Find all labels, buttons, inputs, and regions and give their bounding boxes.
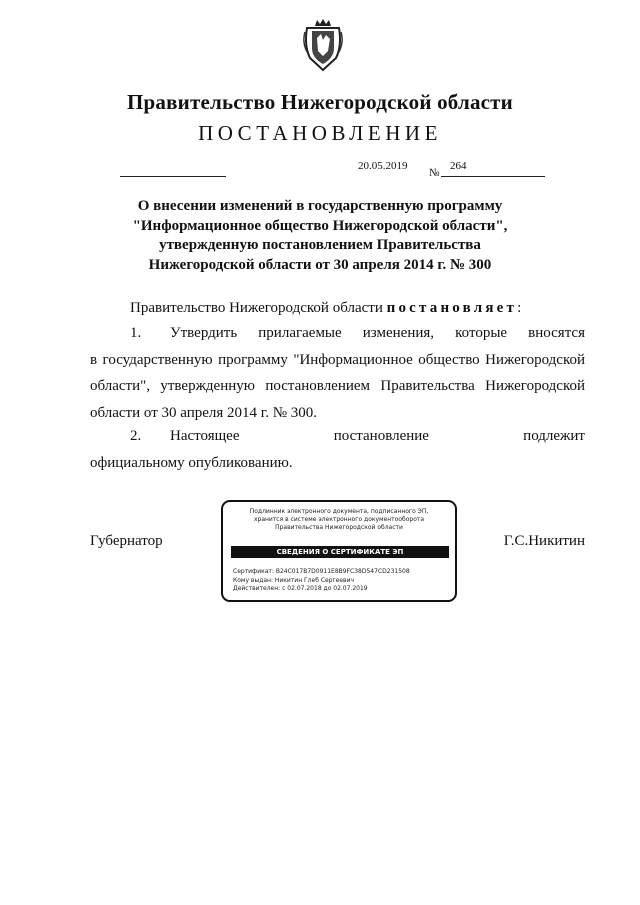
document-number: 264 [450, 160, 467, 172]
subject-line: Нижегородской области от 30 апреля 2014 г. № 300 [148, 256, 492, 273]
stamp-note-line: Подлинник электронного документа, подписанного ЭП, [249, 508, 429, 515]
number-underline [441, 176, 545, 177]
signer-name: Г.С.Никитин [503, 533, 585, 549]
preamble-end: : [517, 300, 522, 316]
certificate-serial: Сертификат: B24C017B7D0911E8B9FC38D547CD231508 [233, 568, 410, 575]
stamp-note [223, 508, 455, 532]
stamp-note-line: Правительства Нижегородской области [275, 524, 403, 531]
document-date: 20.05.2019 [358, 160, 408, 172]
item-lead-text: Настоящее постановление подлежит официальному [90, 428, 585, 471]
document-type: ПОСТАНОВЛЕНИЕ [198, 121, 442, 145]
certificate-validity: Действителен: с 02.07.2018 до 02.07.2019 [233, 585, 368, 592]
date-underline [120, 176, 226, 177]
document-subject [130, 197, 510, 275]
item-number: 1. [130, 325, 142, 341]
paragraph-item-2 [90, 423, 585, 476]
preamble-verb: постановляет [386, 300, 518, 316]
subject-line: утвержденную постановлением Правительства [159, 237, 481, 253]
item-lead-text: Утвердить прилагаемые изменения, которые вносятся в [90, 325, 585, 368]
number-sign: № [429, 167, 440, 179]
coat-of-arms-emblem [302, 18, 344, 72]
subject-line: О внесении изменений в государственную программу [137, 198, 503, 214]
signer-role: Губернатор [90, 533, 163, 549]
certificate-details [233, 568, 410, 594]
paragraph-item-1 [90, 320, 585, 426]
preamble [130, 300, 521, 317]
stamp-note-line: хранится в системе электронного документооборота [253, 516, 425, 523]
government-title: Правительство Нижегородской области [127, 90, 513, 114]
item-number: 2. [130, 428, 142, 444]
item-text: государственную программу "Информационное общество Нижегородской области", утвержденную постановлением Правительства Нижегородской области от 30 апреля 2014 г. № 300. [90, 351, 585, 421]
preamble-text: Правительство Нижегородской области [130, 300, 383, 316]
subject-line: "Информационное общество Нижегородской области", [132, 217, 508, 234]
certificate-banner: СВЕДЕНИЯ О СЕРТИФИКАТЕ ЭП [231, 546, 449, 558]
electronic-signature-stamp [221, 500, 457, 602]
item-text: опубликованию. [188, 454, 293, 471]
certificate-owner: Кому выдан: Никитин Глеб Сергеевич [233, 576, 355, 584]
